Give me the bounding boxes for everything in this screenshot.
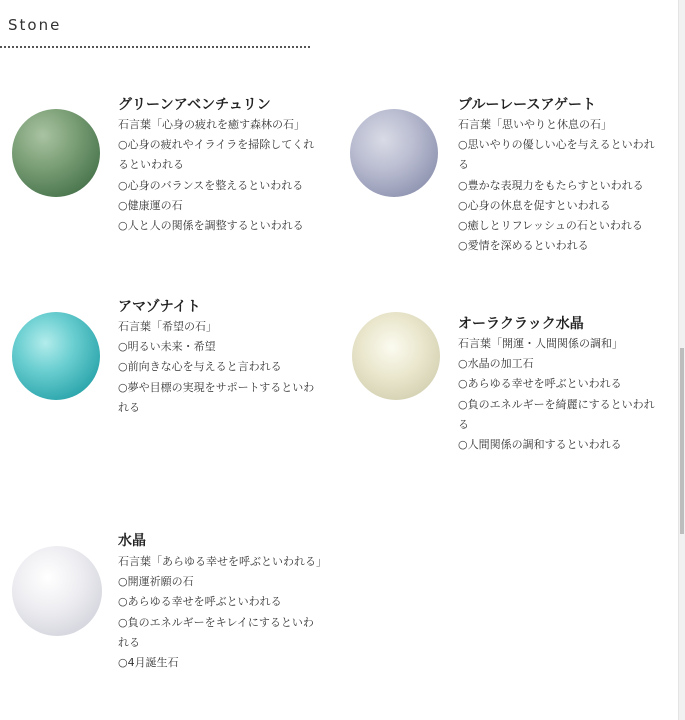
- stone-name: ブルーレースアゲート: [458, 97, 597, 113]
- crystal-quartz-image: [12, 546, 102, 636]
- description-line: 石言葉「開運・人間関係の調和」: [458, 337, 623, 350]
- description-line: ○心身の休息を促すといわれる: [458, 198, 611, 212]
- description-line: ○豊かな表現力をもたらすといわれる: [458, 178, 644, 192]
- stone-description: [458, 115, 663, 256]
- stone-description: [118, 552, 328, 673]
- description-line: ○4月誕生石: [118, 656, 179, 670]
- description-line: る: [458, 417, 469, 431]
- amazonite-image: [12, 312, 100, 400]
- description-line: ○人間関係の調和するといわれる: [458, 438, 622, 452]
- description-line: ○負のエネルギーをキレイにするといわ: [118, 615, 314, 629]
- description-line: るといわれる: [118, 158, 184, 172]
- description-line: ○思いやりの優しい心を与えるといわれ: [458, 138, 655, 152]
- description-line: ○あらゆる幸せを呼ぶといわれる: [458, 377, 622, 391]
- description-line: れる: [118, 400, 140, 414]
- scrollbar-thumb[interactable]: [680, 348, 684, 534]
- description-line: ○あらゆる幸せを呼ぶといわれる: [118, 595, 282, 609]
- description-line: 石言葉「あらゆる幸せを呼ぶといわれる」: [118, 555, 327, 568]
- description-line: 石言葉「希望の石」: [118, 320, 217, 333]
- stone-name: 水晶: [118, 533, 146, 549]
- description-line: ○健康運の石: [118, 198, 183, 212]
- stone-description: [458, 334, 663, 455]
- stone-name: グリーンアベンチュリン: [118, 97, 271, 113]
- description-line: ○心身の疲れやイライラを掃除してくれ: [118, 138, 315, 152]
- stone-name: オーラクラック水晶: [458, 316, 584, 332]
- description-line: ○愛情を深めるといわれる: [458, 239, 589, 253]
- description-line: ○心身のバランスを整えるといわれる: [118, 178, 304, 192]
- description-line: ○夢や目標の実現をサポートするといわ: [118, 380, 315, 394]
- green-aventurine-image: [12, 109, 100, 197]
- stone-name: アマゾナイト: [118, 299, 201, 315]
- description-line: ○水晶の加工石: [458, 357, 534, 371]
- description-line: 石言葉「思いやりと休息の石」: [458, 118, 612, 131]
- description-line: ○癒しとリフレッシュの石といわれる: [458, 219, 643, 233]
- vertical-scrollbar[interactable]: [678, 0, 685, 720]
- description-line: る: [458, 158, 469, 172]
- stone-description: [118, 317, 323, 418]
- description-line: ○人と人の関係を調整するといわれる: [118, 219, 304, 233]
- title-divider: [0, 46, 310, 48]
- description-line: ○明るい未来・希望: [118, 340, 216, 354]
- aura-crack-quartz-image: [352, 312, 440, 400]
- description-line: ○前向きな心を与えると言われる: [118, 360, 282, 374]
- section-title: Stone: [8, 16, 62, 34]
- description-line: ○開運祈願の石: [118, 575, 194, 589]
- description-line: れる: [118, 635, 140, 649]
- stone-description: [118, 115, 323, 236]
- description-line: 石言葉「心身の疲れを癒す森林の石」: [118, 118, 305, 131]
- description-line: ○負のエネルギーを綺麗にするといわれ: [458, 397, 655, 411]
- blue-lace-agate-image: [350, 109, 438, 197]
